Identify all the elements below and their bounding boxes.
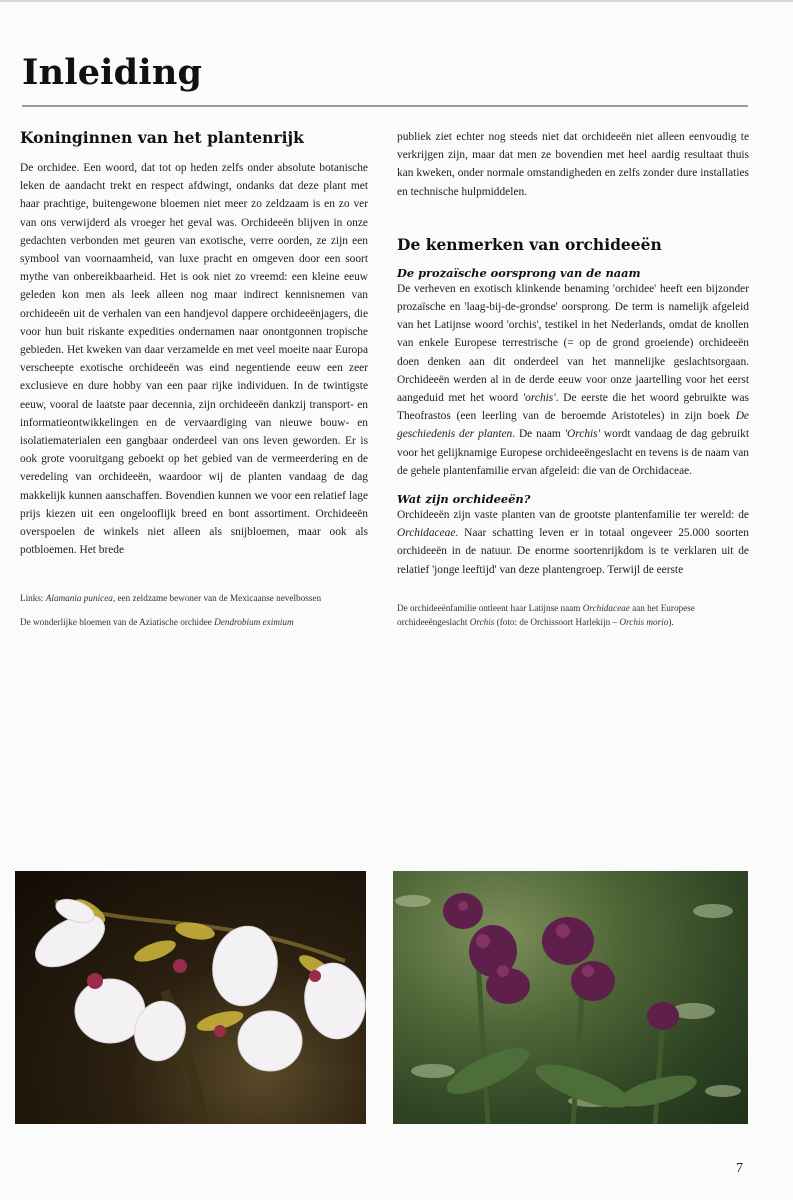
caption-orchis-family: Orchidaceae xyxy=(582,602,630,613)
caption-orchis-genus: Orchis xyxy=(469,616,495,627)
paragraph-wat-zijn-family: Orchidaceae xyxy=(397,527,456,540)
page-top-edge xyxy=(0,0,793,2)
page-number: 7 xyxy=(736,1161,743,1176)
paragraph-naam-part-b: . De eerste die het woord gebruikte was Theofrastos (een leerling van de beroemde Aristoteles) in zijn boek xyxy=(397,392,749,423)
paragraph-naam-part-c: . De naam xyxy=(512,428,565,441)
left-captions xyxy=(20,591,368,629)
purple-orchid-illustration xyxy=(393,871,748,1124)
caption-dendrobium-prefix: De wonderlijke bloemen van de Aziatische orchidee xyxy=(20,617,215,628)
title-rule xyxy=(22,105,748,107)
subheading-wat-zijn: Wat zijn orchideeën? xyxy=(397,492,531,507)
continuation-paragraph: publiek ziet echter nog steeds niet dat orchideeën niet alleen eenvoudig te verkrijgen zijn, maar dat men ze bovendien met heel aardig resultaat thuis kan kweken, onder normale omstandigheden en zelfs zonder dure installaties en technische hulpmiddelen. xyxy=(397,131,749,198)
caption-alamania-species: Alamania punicea xyxy=(45,593,113,604)
subheading-naam: De prozaïsche oorsprong van de naam xyxy=(397,265,641,280)
caption-alamania xyxy=(20,591,368,605)
caption-alamania-rest: , een zeldzame bewoner van de Mexicaanse nevelbossen xyxy=(112,593,322,604)
paragraph-naam-orchis-term: 'orchis' xyxy=(522,392,556,405)
left-column xyxy=(20,128,368,629)
caption-orchis-part-b: aan het Europese orchideeëngeslacht xyxy=(397,602,695,627)
caption-dendrobium xyxy=(20,615,368,629)
paragraph-wat-zijn-part-b: . Naar schatting leven er in totaal ongeveer 25.000 soorten orchideeën in de natuur. De enorme soortenrijkdom is te verklaren uit de relatief 'jonge leeftijd' van deze plantengroep. Terwijl de eerste xyxy=(397,527,749,576)
paragraph-wat-zijn-part-a: Orchideeën zijn vaste planten van de grootste plantenfamilie ter wereld: de xyxy=(397,509,749,522)
section-heading-kenmerken: De kenmerken van orchideeën xyxy=(397,234,662,254)
paragraph-naam-part-d: wordt vandaag de dag gebruikt voor het gelijknamige Europese orchideeëngeslacht en tevens is de naam van de gehele plantenfamilie ervan afgeleid: die van de Orchidaceae. xyxy=(397,428,749,477)
paragraph-wat-zijn xyxy=(397,506,749,579)
caption-orchis-part-a: De orchideeënfamilie ontleent haar Latijnse naam xyxy=(397,602,583,613)
paragraph-naam-part-a: De verheven en exotisch klinkende benaming 'orchidee' heeft een bijzonder prozaïsche en 'laag-bij-de-grondse' oorsprong. De term is namelijk afgeleid van het Latijnse woord 'orchis', testikel in het Nederlands, omdat de knollen van enkele Europese terrestrische (= op de grond groeiende) orchideeën doen denken aan dit onderdeel van het mannelijke geslachtsorgaan. Orchideeën werden al in de derde eeuw voor onze jaartelling voor het eerst aangeduid met het woord xyxy=(397,282,749,405)
caption-alamania-prefix: Links: xyxy=(20,593,46,604)
orchis-morio-photo xyxy=(393,871,748,1124)
caption-orchis-part-c: (foto: de Orchissoort Harlekijn – xyxy=(494,616,620,627)
white-orchid-illustration xyxy=(15,871,366,1124)
dendrobium-eximium-photo xyxy=(15,871,366,1124)
right-column xyxy=(397,128,749,629)
paragraph-naam xyxy=(397,280,749,480)
caption-orchis-morio xyxy=(397,601,749,629)
section-heading-koninginnen: Koninginnen van het plantenrijk xyxy=(20,128,304,147)
page-title: Inleiding xyxy=(22,52,203,93)
caption-orchis-species: Orchis morio xyxy=(619,616,669,627)
caption-dendrobium-species: Dendrobium eximium xyxy=(214,617,294,628)
caption-orchis-part-d: ). xyxy=(668,616,674,627)
intro-paragraph: De orchidee. Een woord, dat tot op heden zelfs onder absolute botanische leken de aandacht trekt en respect afdwingt, ondanks dat deze plant met haar prachtige, buitengewone bloemen niet meer zo zeldzaam is en zo ver van ons verwijderd als vroeger het geval was. Orchideeën blijven in onze gedachten verbonden met geuren van exotische, verre oorden, ze zijn een symbool van voornaamheid, van luxe pracht en omgeven door een soort mythe van onbereikbaarheid. Het is ook niet zo vreemd: een kleine eeuw geleden kon men als leek alleen nog maar indirect kennisnemen van orchideeën uit de verhalen van een handjevol dappere orchideeënjagers, die voor hun buit riskante expedities ondernamen naar onontgonnen tropische gebieden. Het kweken van daar verzamelde en met veel moeite naar Europa verscheepte exotische orchideeën was eind negentiende eeuw een zeer exclusieve en dure hobby van een paar rijke individuen. In de twintigste eeuw, vooral de laatste paar decennia, zijn orchideeën dankzij transport- en informatieontwikkelingen en de vervaardiging van nieuwe bouw- en isolatiematerialen een gangbaar onderdeel van ons leven geworden. Er is ook grote vooruitgang geboekt op het gebied van de vermeerdering en de veredeling van orchideeën, waardoor wij de planten vandaag de dag makkelijk kunnen aanschaffen. Bovendien kunnen we voor een relatief lage prijs kiezen uit een ongelooflijk breed en bont assortiment. Orchideeën overspoelen de winkels niet alleen als snijbloemen, maar ook als potbloemen. Het brede xyxy=(20,162,368,557)
paragraph-naam-orchis-genus: 'Orchis' xyxy=(564,428,601,441)
paragraph-naam-book-title: De geschiedenis der planten xyxy=(397,410,749,441)
